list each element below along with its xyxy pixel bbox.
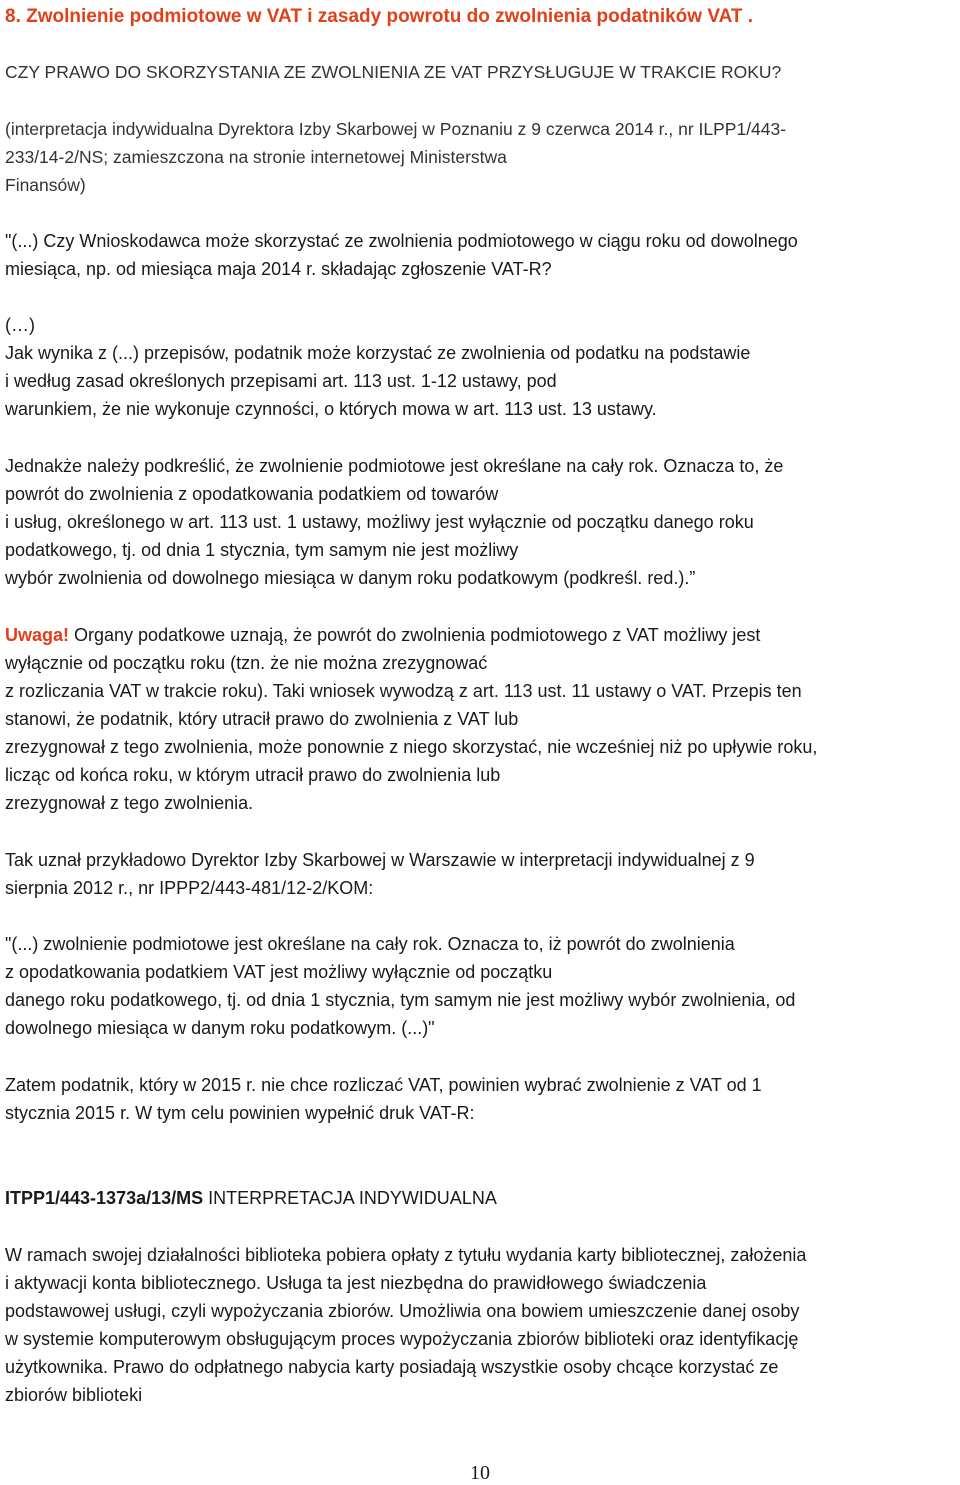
text-line: licząc od końca roku, w którym utracił prawo do zwolnienia lub (5, 765, 501, 785)
text-line: podatkowego, tj. od dnia 1 stycznia, tym samym nie jest możliwy (5, 540, 519, 560)
page-number: 10 (470, 1462, 490, 1484)
text-line: warunkiem, że nie wykonuje czynności, o których mowa w art. 113 ust. 13 ustawy. (5, 399, 657, 419)
text-line: i usług, określonego w art. 113 ust. 1 ustawy, możliwy jest wyłącznie od początku danego roku (5, 512, 754, 532)
ellipsis-line: (…) (5, 315, 35, 335)
text-line: i według zasad określonych przepisami art. 113 ust. 1-12 ustawy, pod (5, 371, 557, 391)
text-line: miesiąca, np. od miesiąca maja 2014 r. składając zgłoszenie VAT-R? (5, 259, 552, 279)
text-line: zrezygnował z tego zwolnienia. (5, 793, 254, 813)
text-line: W ramach swojej działalności biblioteka pobiera opłaty z tytułu wydania karty bibliotecznej, założenia (5, 1245, 807, 1265)
text-line: Tak uznał przykładowo Dyrektor Izby Skarbowej w Warszawie w interpretacji indywidualnej z 9 (5, 850, 755, 870)
text-line: użytkownika. Prawo do odpłatnego nabycia karty posiadają wszystkie osoby chcące korzystać ze (5, 1357, 779, 1377)
text-line (5, 626, 760, 644)
text-line: wybór zwolnienia od dowolnego miesiąca w danym roku podatkowym (podkreśl. red.).” (5, 568, 696, 588)
text-line: danego roku podatkowego, tj. od dnia 1 stycznia, tym samym nie jest możliwy wybór zwolnienia, od (5, 990, 796, 1010)
text-line: stanowi, że podatnik, który utracił prawo do zwolnienia z VAT lub (5, 709, 519, 729)
text-line: zrezygnował z tego zwolnienia, może ponownie z niego skorzystać, nie wcześniej niż po upływie roku, (5, 737, 818, 757)
text-line: "(...) zwolnienie podmiotowe jest określane na cały rok. Oznacza to, iż powrót do zwolnienia (5, 934, 735, 954)
interpretation-label: INTERPRETACJA INDYWIDUALNA (203, 1188, 497, 1208)
text-line: podstawowej usługi, czyli wypożyczania zbiorów. Umożliwia ona bowiem umieszczenie danej osoby (5, 1301, 800, 1321)
uwaga-label: Uwaga! (5, 625, 70, 645)
text-line: Jak wynika z (...) przepisów, podatnik może korzystać ze zwolnienia od podatku na podstawie (5, 343, 751, 363)
interpretation-header (5, 1189, 497, 1207)
interpretation-code: ITPP1/443-1373a/13/MS (5, 1188, 204, 1208)
text-line: Finansów) (5, 175, 86, 195)
text-line: "(...) Czy Wnioskodawca może skorzystać ze zwolnienia podmiotowego w ciągu roku od dowolnego (5, 231, 798, 251)
text-line: Zatem podatnik, który w 2015 r. nie chce rozliczać VAT, powinien wybrać zwolnienie z VAT od 1 (5, 1075, 762, 1095)
text-line: 233/14-2/NS; zamieszczona na stronie internetowej Ministerstwa (5, 147, 507, 167)
text-line: i aktywacji konta bibliotecznego. Usługa ta jest niezbędna do prawidłowego świadczenia (5, 1273, 707, 1293)
text-line: zbiorów biblioteki (5, 1385, 143, 1405)
text-line: z opodatkowania podatkiem VAT jest możliwy wyłącznie od początku (5, 962, 553, 982)
text-line: stycznia 2015 r. W tym celu powinien wypełnić druk VAT-R: (5, 1103, 475, 1123)
text-line: powrót do zwolnienia z opodatkowania podatkiem od towarów (5, 484, 499, 504)
text-line: Jednakże należy podkreślić, że zwolnienie podmiotowe jest określane na cały rok. Oznacza to, że (5, 456, 784, 476)
text-line: sierpnia 2012 r., nr IPPP2/443-481/12-2/KOM: (5, 878, 374, 898)
uwaga-text: Organy podatkowe uznają, że powrót do zwolnienia podmiotowego z VAT możliwy jest (69, 625, 761, 645)
text-line: (interpretacja indywidualna Dyrektora Izby Skarbowej w Poznaniu z 9 czerwca 2014 r., nr ILPP1/443- (5, 119, 787, 139)
text-line: z rozliczania VAT w trakcie roku). Taki wniosek wywodzą z art. 113 ust. 11 ustawy o VAT. Przepis ten (5, 681, 802, 701)
text-line: w systemie komputerowym obsługującym proces wypożyczania zbiorów biblioteki oraz identyfikację (5, 1329, 799, 1349)
question-line: CZY PRAWO DO SKORZYSTANIA ZE ZWOLNIENIA ZE VAT PRZYSŁUGUJE W TRAKCIE ROKU? (5, 62, 782, 82)
text-line: wyłącznie od początku roku (tzn. że nie można zrezygnować (5, 653, 488, 673)
text-line: dowolnego miesiąca w danym roku podatkowym. (...)" (5, 1018, 435, 1038)
section-heading: 8. Zwolnienie podmiotowe w VAT i zasady powrotu do zwolnienia podatników VAT . (5, 6, 754, 27)
